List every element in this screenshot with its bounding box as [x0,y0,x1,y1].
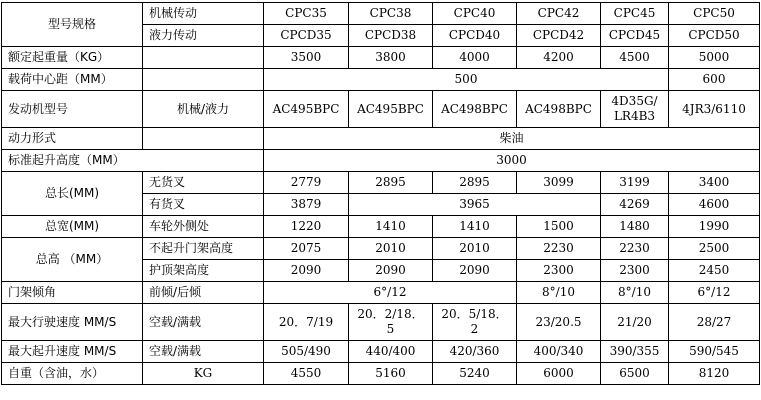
value-cell: 1500 [517,216,601,238]
row-sublabel: 机械/液力 [143,91,264,128]
row-sublabel: 车轮外侧处 [143,216,264,238]
row-sublabel: 护顶架高度 [143,260,264,282]
value-cell: 1220 [264,216,349,238]
value-cell: AC498BPC [517,91,601,128]
rated-load-row [2,47,760,69]
empty-cell [143,128,264,150]
model-cell: CPC38 [349,3,433,25]
value-cell: 23/20.5 [517,304,601,341]
value-cell: 505/490 [264,341,349,363]
tilt-row [2,282,760,304]
model-cell: CPC35 [264,3,349,25]
row-label: 总长(MM) [2,172,143,216]
row-label: 总高 （MM） [2,238,143,282]
total-length-row [2,172,760,194]
row-sublabel: 空载/满载 [143,341,264,363]
value-cell: 20．7/19 [264,304,349,341]
value-cell: 2010 [433,238,517,260]
value-cell: 5000 [669,47,760,69]
value-cell: 3199 [601,172,669,194]
weight-row [2,363,760,385]
model-cell: CPCD50 [669,25,760,47]
value-cell: 3965 [349,194,601,216]
value-cell: 6000 [517,363,601,385]
value-cell: 3879 [264,194,349,216]
value-cell: AC498BPC [433,91,517,128]
model-cell: CPCD35 [264,25,349,47]
row-label: 最大起升速度 MM/S [2,341,143,363]
row-label: 门架倾角 [2,282,143,304]
max-lift-row [2,341,760,363]
row-label: 最大行驶速度 MM/S [2,304,143,341]
value-cell: 21/20 [601,304,669,341]
value-cell: 1480 [601,216,669,238]
mech-label: 机械传动 [143,3,264,25]
value-cell: 590/545 [669,341,760,363]
power-row [2,128,760,150]
model-spec-header: 型号规格 [2,3,143,47]
value-cell: 柴油 [264,128,760,150]
row-label: 额定起重量（KG） [2,47,143,69]
lift-height-row [2,150,760,172]
row-sublabel: 前倾/后倾 [143,282,264,304]
value-cell: 3000 [264,150,760,172]
value-cell: 3800 [349,47,433,69]
value-cell: 4600 [669,194,760,216]
model-cell: CPCD45 [601,25,669,47]
value-cell: 4500 [601,47,669,69]
row-sublabel: KG [143,363,264,385]
value-cell: 6°/12 [669,282,760,304]
value-cell: AC495BPC [349,91,433,128]
row-sublabel: 不起升门架高度 [143,238,264,260]
value-cell: 2895 [433,172,517,194]
value-cell: 2075 [264,238,349,260]
load-center-row [2,69,760,91]
row-label: 自重（含油，水） [2,363,143,385]
forklift-spec-table [1,2,760,385]
value-cell: 600 [669,69,760,91]
value-cell: 2779 [264,172,349,194]
value-cell: 1410 [433,216,517,238]
model-cell: CPC40 [433,3,517,25]
row-label: 载荷中心距（MM） [2,69,143,91]
value-cell: 1990 [669,216,760,238]
max-travel-row [2,304,760,341]
model-cell: CPCD40 [433,25,517,47]
value-cell: 2090 [433,260,517,282]
value-cell: 8°/10 [517,282,601,304]
value-cell: 5160 [349,363,433,385]
value-cell: 2300 [601,260,669,282]
value-cell: 6500 [601,363,669,385]
hydr-label: 液力传动 [143,25,264,47]
value-cell: 400/340 [517,341,601,363]
value-cell: 390/355 [601,341,669,363]
value-cell: 2090 [264,260,349,282]
model-cell: CPCD38 [349,25,433,47]
model-cell: CPCD42 [517,25,601,47]
row-label: 总宽(MM) [2,216,143,238]
value-cell: 2230 [517,238,601,260]
model-cell: CPC42 [517,3,601,25]
row-label: 标准起升高度（MM） [2,150,264,172]
value-cell: 2895 [349,172,433,194]
value-cell: 4200 [517,47,601,69]
value-cell: 1410 [349,216,433,238]
model-cell: CPC45 [601,3,669,25]
value-cell: 2090 [349,260,433,282]
row-label: 发动机型号 [2,91,143,128]
value-cell: 440/400 [349,341,433,363]
model-cell: CPC50 [669,3,760,25]
value-cell: 5240 [433,363,517,385]
row-sublabel: 无货叉 [143,172,264,194]
value-cell: 8°/10 [601,282,669,304]
value-cell: AC495BPC [264,91,349,128]
value-cell: 3099 [517,172,601,194]
total-width-row [2,216,760,238]
value-cell: 3400 [669,172,760,194]
value-cell: 20．2/18． 5 [349,304,433,341]
value-cell: 500 [264,69,669,91]
value-cell: 2450 [669,260,760,282]
value-cell: 8120 [669,363,760,385]
value-cell: 2010 [349,238,433,260]
value-cell: 4D35G/ LR4B3 [601,91,669,128]
value-cell: 2500 [669,238,760,260]
value-cell: 20．5/18． 2 [433,304,517,341]
empty-cell [143,47,264,69]
row-sublabel: 有货叉 [143,194,264,216]
value-cell: 4JR3/6110 [669,91,760,128]
value-cell: 28/27 [669,304,760,341]
total-height-row [2,238,760,260]
value-cell: 6°/12 [264,282,517,304]
row-sublabel: 空载/满载 [143,304,264,341]
value-cell: 4000 [433,47,517,69]
value-cell: 2300 [517,260,601,282]
value-cell: 4550 [264,363,349,385]
row-label: 动力形式 [2,128,143,150]
value-cell: 3500 [264,47,349,69]
header-row-mech [2,3,760,25]
empty-cell [143,69,264,91]
value-cell: 420/360 [433,341,517,363]
value-cell: 2230 [601,238,669,260]
value-cell: 4269 [601,194,669,216]
engine-row [2,91,760,128]
